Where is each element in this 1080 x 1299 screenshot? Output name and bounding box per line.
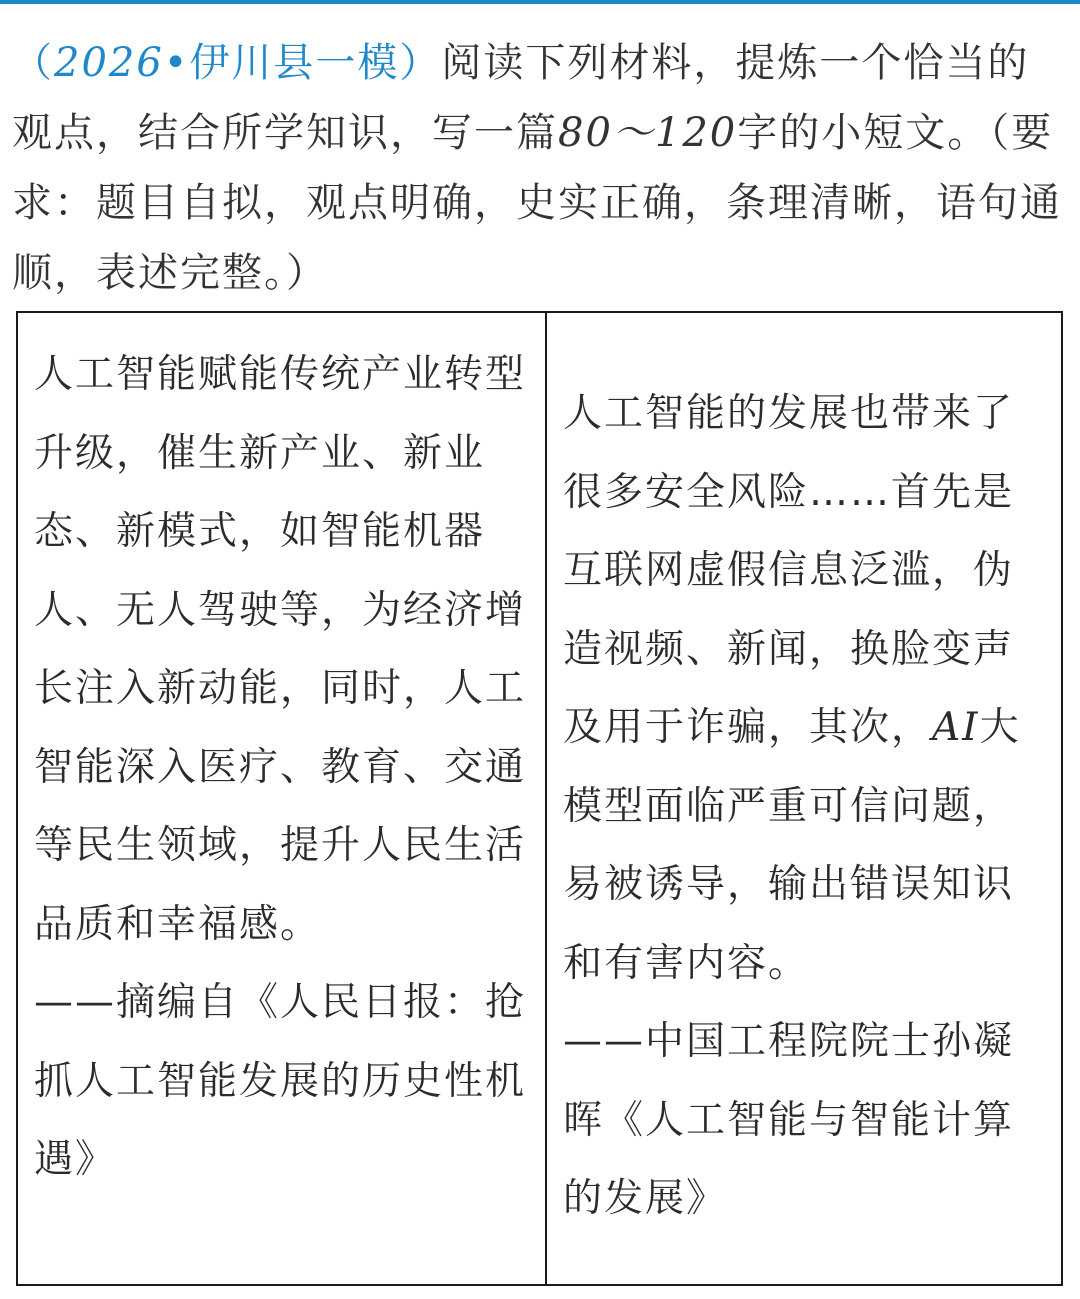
material-right-text: 人工智能的发展也带来了很多安全风险……首先是互联网虚假信息泛滥，伪造视频、新闻，换脸变声及用于诈骗，其次，AI大模型面临严重可信问题，易被诱导，输出错误知识和有害内容。 [563, 391, 1021, 986]
question-source: （2026•伊川县一模） [12, 40, 442, 86]
material-left-cell [18, 313, 547, 1284]
material-right-cell [547, 313, 1061, 1284]
question-prompt [12, 28, 1062, 308]
material-right-source: ——中国工程院院士孙凝晖《人工智能与智能计算的发展》 [563, 1019, 1015, 1221]
question-instruction-1: 阅读下列材料，提炼一个恰当的观点，结合所学知识，写一篇 [12, 40, 1030, 156]
question-instruction-2: 字的小短文。（要求：题目自拟，观点明确，史实正确，条理清晰，语句通顺，表述完整。） [12, 110, 1062, 296]
material-left-source: ——摘编自《人民日报：抢抓人工智能发展的历史性机遇》 [34, 980, 527, 1182]
ai-term: AI [932, 705, 980, 750]
material-left-text: 人工智能赋能传统产业转型升级，催生新产业、新业态、新模式，如智能机器人、无人驾驶等，为经济增长注入新动能，同时，人工智能深入医疗、教育、交通等民生领域，提升人民生活品质和幸福感。 [34, 352, 527, 947]
top-divider [0, 0, 1080, 4]
materials-table [16, 311, 1063, 1286]
word-count: 80～120 [558, 110, 738, 156]
